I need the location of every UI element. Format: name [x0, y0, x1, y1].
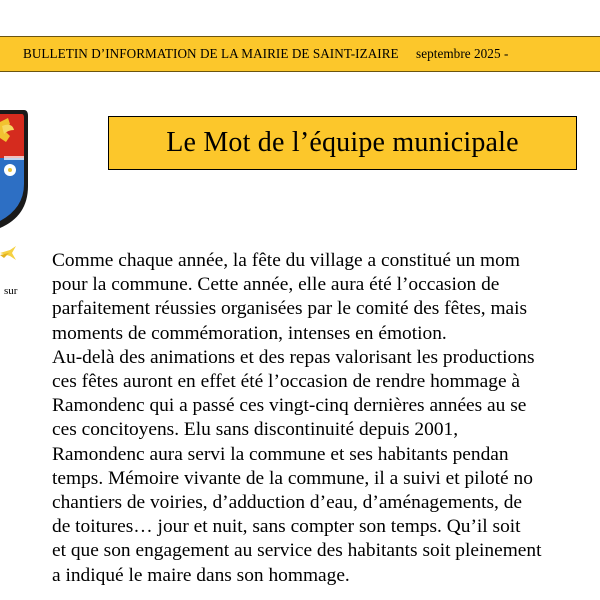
article-line: moments de commémoration, intenses en émotion. — [52, 322, 447, 344]
article-line: Ramondenc qui a passé ces vingt-cinq dernières années au se — [52, 395, 527, 417]
article-line: a indiqué le maire dans son hommage. — [52, 564, 350, 586]
article-line: Ramondenc aura servi la commune et ses habitants pendan — [52, 443, 509, 465]
article-line: ces fêtes auront en effet été l’occasion de rendre hommage à — [52, 371, 521, 393]
bulletin-header — [23, 46, 600, 62]
article-line: chantiers de voiries, d’adduction d’eau, d’aménagements, de — [52, 492, 523, 514]
article-line: temps. Mémoire vivante de la commune, il a suivi et piloté no — [52, 467, 533, 489]
article-body — [52, 249, 600, 588]
sidebar-note: sur — [4, 285, 18, 297]
article-line: pour la commune. Cette année, elle aura été l’occasion de — [52, 274, 500, 296]
article-line: et que son engagement au service des habitants soit pleinement — [52, 540, 542, 562]
article-line: Au-delà des animations et des repas valorisant les productions — [52, 346, 535, 368]
star-ornament-icon — [0, 246, 16, 260]
bulletin-date: septembre 2025 - — [416, 46, 509, 61]
article-title: Le Mot de l’équipe municipale — [108, 116, 577, 170]
article-line: ces concitoyens. Elu sans discontinuité depuis 2001, — [52, 419, 459, 441]
bulletin-title: BULLETIN D’INFORMATION DE LA MAIRIE DE SAINT-IZAIRE — [23, 46, 399, 61]
article-line: de toitures… jour et nuit, sans compter son temps. Qu’il soit — [52, 516, 521, 538]
coat-of-arms-icon — [0, 108, 30, 234]
article-line: Comme chaque année, la fête du village a constitué un mom — [52, 250, 520, 271]
article-line: parfaitement réussies organisées par le comité des fêtes, mais — [52, 298, 528, 320]
